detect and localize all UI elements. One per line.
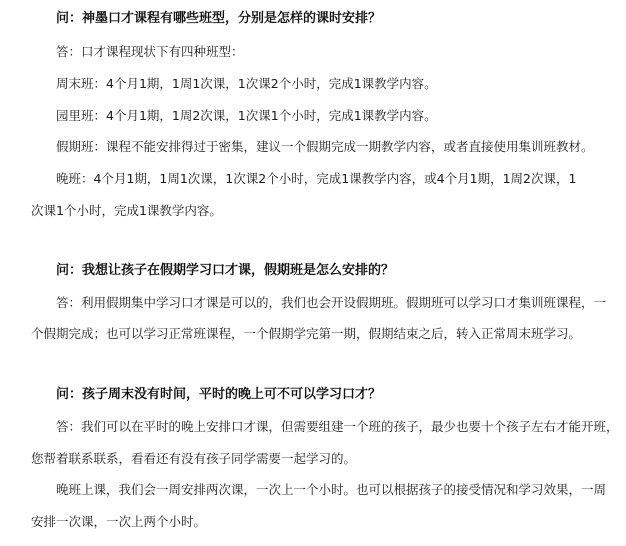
faq-answer-line: 答：口才课程现状下有四种班型：	[56, 44, 244, 59]
faq-question-1: 问：神墨口才课程有哪些班型，分别是怎样的课时安排？	[56, 11, 382, 26]
faq-answer-line: 周末班：4个月1期，1周1次课，1次课2个小时，完成1课教学内容。	[56, 76, 437, 91]
faq-answer-line: 安排一次课，一次上两个小时。	[31, 514, 207, 529]
faq-answer-line: 答：利用假期集中学习口才课是可以的，我们也会开设假期班。假期班可以学习口才集训班课程，一	[56, 295, 607, 310]
faq-answer-line: 园里班：4个月1期，1周2次课，1次课1个小时，完成1课教学内容。	[56, 108, 437, 123]
faq-answer-line: 晚班：4个月1期，1周1次课，1次课2个小时，完成1课教学内容，或4个月1期，1周2次课，1	[56, 171, 577, 186]
faq-question-2: 问：我想让孩子在假期学习口才课，假期班是怎么安排的？	[56, 263, 395, 278]
faq-answer-line: 个假期完成；也可以学习正常班课程，一个假期学完第一期，假期结束之后，转入正常周末班学习。	[31, 326, 582, 341]
faq-answer-line: 晚班上课，我们会一周安排两次课，一次上一个小时。也可以根据孩子的接受情况和学习效果，一周	[56, 482, 607, 497]
faq-question-3: 问：孩子周末没有时间，平时的晚上可不可以学习口才？	[56, 387, 382, 402]
faq-answer-line: 您帮着联系联系，看看还有没有孩子同学需要一起学习的。	[31, 451, 357, 466]
faq-answer-line: 次课1个小时，完成1课教学内容。	[31, 203, 222, 218]
faq-answer-line: 假期班：课程不能安排得过于密集，建议一个假期完成一期教学内容，或者直接使用集训班教材。	[56, 139, 594, 154]
faq-answer-line: 答：我们可以在平时的晚上安排口才课，但需要组建一个班的孩子，最少也要十个孩子左右才能开班，	[56, 419, 619, 434]
